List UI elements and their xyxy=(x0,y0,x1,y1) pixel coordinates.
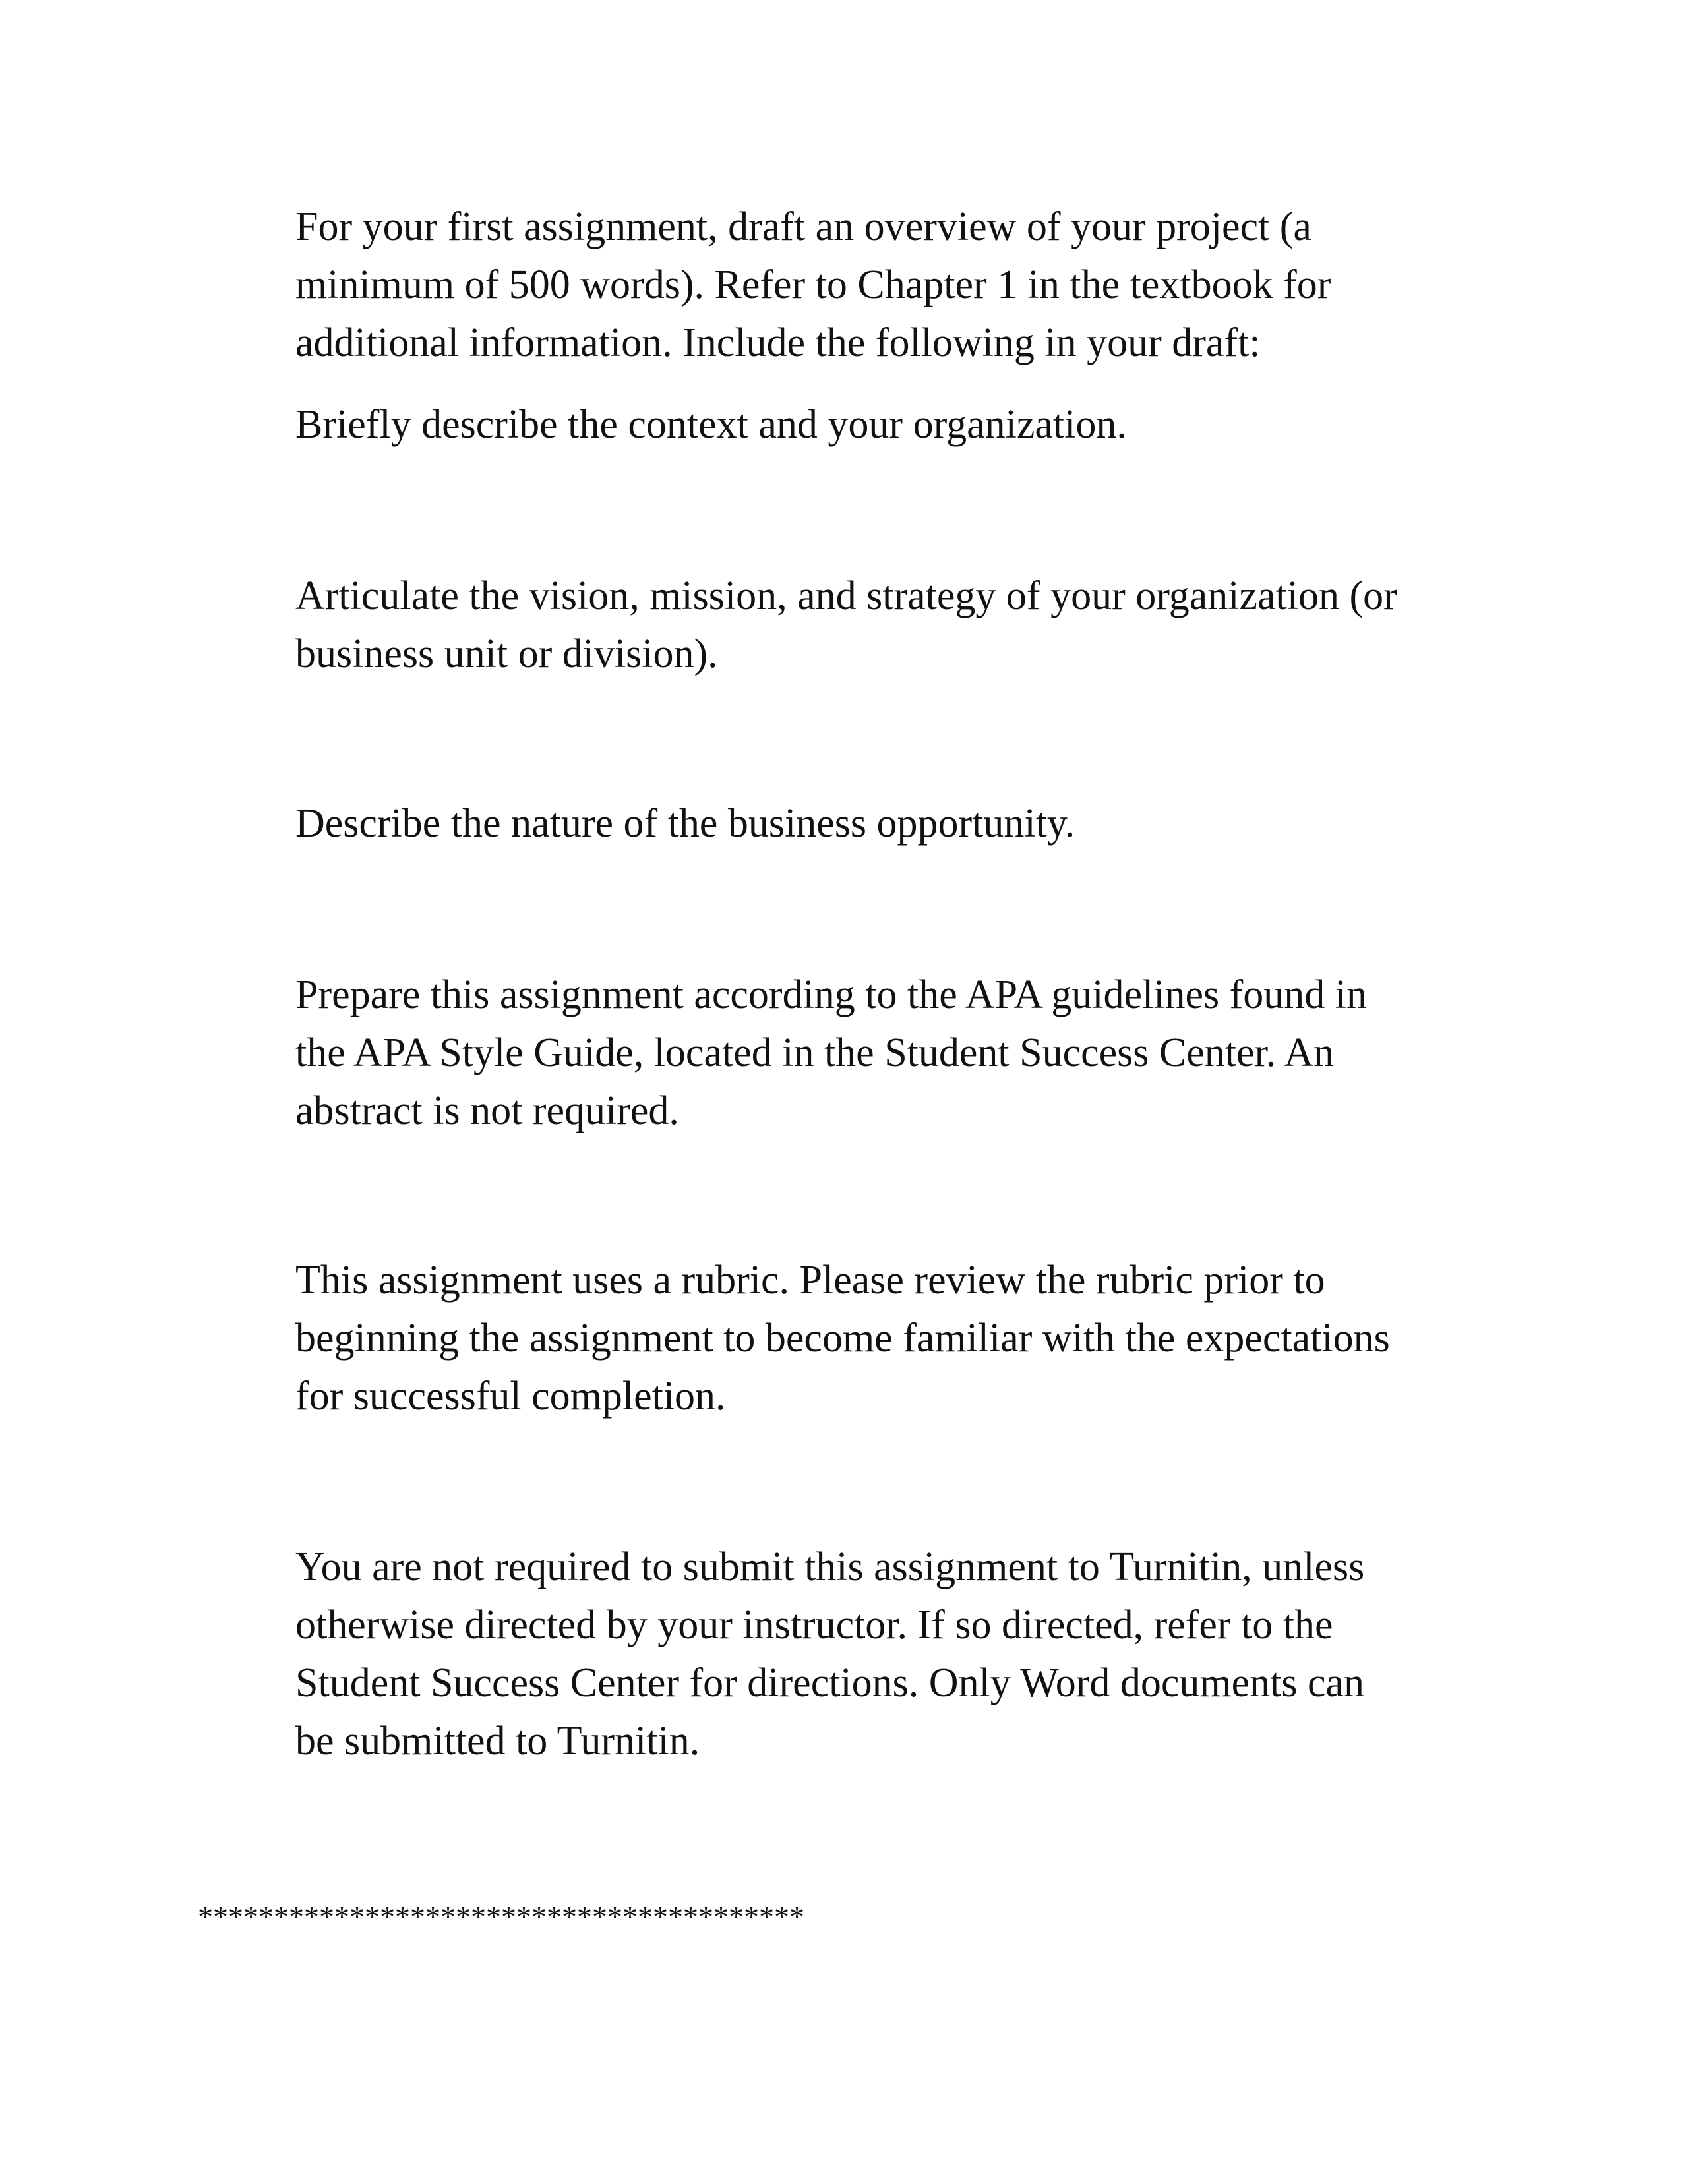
asterisk-separator: **************************************** xyxy=(198,1900,804,1933)
vision-instruction-paragraph: Articulate the vision, mission, and strategy of your organization (or business unit or division). xyxy=(295,574,1397,676)
turnitin-paragraph: You are not required to submit this assignment to Turnitin, unless otherwise directed by your instructor. If so directed, refer to the Student Success Center for directions. Only Word documents can be submitted to Turnitin. xyxy=(295,1545,1365,1763)
context-instruction-paragraph: Briefly describe the context and your organization. xyxy=(295,402,1127,447)
opportunity-instruction-paragraph: Describe the nature of the business opportunity. xyxy=(295,801,1075,846)
apa-guidelines-paragraph: Prepare this assignment according to the APA guidelines found in the APA Style Guide, located in the Student Success Center. An abstract is not required. xyxy=(295,972,1367,1133)
assignment-intro-paragraph: For your first assignment, draft an overview of your project (a minimum of 500 words). Refer to Chapter 1 in the textbook for additional information. Include the following in your draft: xyxy=(295,204,1331,365)
rubric-paragraph: This assignment uses a rubric. Please review the rubric prior to beginning the assignment to become familiar with the expectations for successful completion. xyxy=(295,1258,1390,1419)
